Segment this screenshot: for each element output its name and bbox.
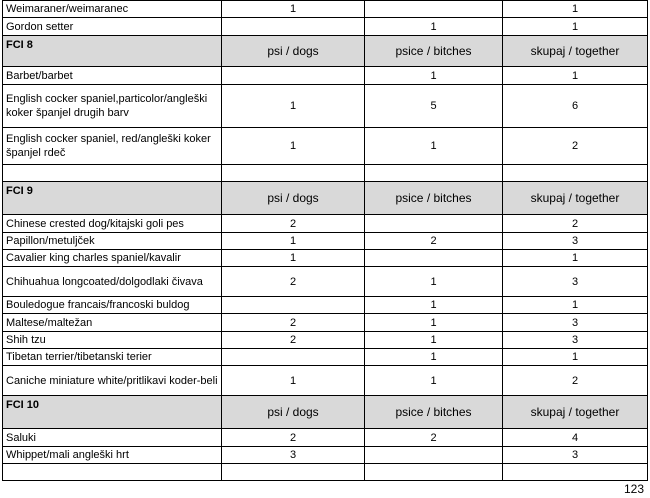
breed-name-cell: Chihuahua longcoated/dolgodlaki čivava [3, 267, 222, 297]
section-header-row [3, 36, 648, 67]
together-count-cell: 3 [503, 314, 648, 332]
together-count-cell: 3 [503, 332, 648, 349]
dogs-count-cell: 1 [222, 1, 365, 18]
bitches-count-cell [365, 464, 503, 481]
table-row [3, 85, 648, 128]
table-row [3, 447, 648, 464]
breed-name-cell: Papillon/metuljček [3, 233, 222, 250]
breed-name-cell [3, 165, 222, 182]
breed-name-cell: Chinese crested dog/kitajski goli pes [3, 215, 222, 233]
dogs-count-cell: 1 [222, 366, 365, 396]
bitches-count-cell [365, 1, 503, 18]
dogs-count-cell [222, 297, 365, 314]
table-row [3, 215, 648, 233]
breed-name-cell: Caniche miniature white/pritlikavi koder-beli [3, 366, 222, 396]
bitches-count-cell [365, 447, 503, 464]
section-header-row [3, 396, 648, 429]
breed-name-cell: Maltese/maltežan [3, 314, 222, 332]
dogs-count-cell [222, 18, 365, 36]
column-header-together: skupaj / together [503, 396, 648, 429]
table-row [3, 267, 648, 297]
section-title: FCI 10 [3, 396, 222, 429]
breed-name-cell: Whippet/mali angleški hrt [3, 447, 222, 464]
dogs-count-cell [222, 165, 365, 182]
column-header-dogs: psi / dogs [222, 36, 365, 67]
together-count-cell: 1 [503, 349, 648, 366]
together-count-cell: 1 [503, 67, 648, 85]
breed-name-cell: English cocker spaniel,particolor/angleški koker španjel drugih barv [3, 85, 222, 128]
together-count-cell [503, 165, 648, 182]
bitches-count-cell: 1 [365, 332, 503, 349]
dogs-count-cell: 2 [222, 314, 365, 332]
together-count-cell: 1 [503, 18, 648, 36]
column-header-bitches: psice / bitches [365, 182, 503, 215]
section-header-row [3, 182, 648, 215]
table-row [3, 314, 648, 332]
together-count-cell: 1 [503, 1, 648, 18]
bitches-count-cell [365, 250, 503, 267]
together-count-cell: 4 [503, 429, 648, 447]
breed-name-cell: Saluki [3, 429, 222, 447]
together-count-cell: 2 [503, 128, 648, 165]
breed-name-cell: Tibetan terrier/tibetanski terier [3, 349, 222, 366]
table-body [3, 1, 648, 481]
spacer-row [3, 165, 648, 182]
table-row [3, 349, 648, 366]
bitches-count-cell: 5 [365, 85, 503, 128]
table-row [3, 250, 648, 267]
together-count-cell [503, 464, 648, 481]
together-count-cell: 3 [503, 233, 648, 250]
column-header-together: skupaj / together [503, 36, 648, 67]
section-title: FCI 8 [3, 36, 222, 67]
dogs-count-cell: 2 [222, 332, 365, 349]
bitches-count-cell: 1 [365, 349, 503, 366]
page-number: 123 [623, 482, 644, 496]
column-header-dogs: psi / dogs [222, 396, 365, 429]
dogs-count-cell: 1 [222, 250, 365, 267]
column-header-bitches: psice / bitches [365, 396, 503, 429]
dogs-count-cell: 2 [222, 215, 365, 233]
together-count-cell: 1 [503, 250, 648, 267]
table-row [3, 297, 648, 314]
bitches-count-cell: 1 [365, 314, 503, 332]
dogs-count-cell [222, 67, 365, 85]
breed-name-cell: English cocker spaniel, red/angleški koker španjel rdeč [3, 128, 222, 165]
table-row [3, 233, 648, 250]
breed-name-cell: Cavalier king charles spaniel/kavalir [3, 250, 222, 267]
together-count-cell: 6 [503, 85, 648, 128]
table-row [3, 366, 648, 396]
together-count-cell: 2 [503, 215, 648, 233]
breed-name-cell: Weimaraner/weimaranec [3, 1, 222, 18]
dogs-count-cell: 1 [222, 128, 365, 165]
bitches-count-cell [365, 165, 503, 182]
column-header-dogs: psi / dogs [222, 182, 365, 215]
spacer-row [3, 464, 648, 481]
dogs-count-cell: 1 [222, 233, 365, 250]
dogs-count-cell: 2 [222, 429, 365, 447]
breed-name-cell: Barbet/barbet [3, 67, 222, 85]
dogs-count-cell: 2 [222, 267, 365, 297]
bitches-count-cell: 1 [365, 366, 503, 396]
dogs-count-cell [222, 464, 365, 481]
dogs-count-cell: 3 [222, 447, 365, 464]
table-row [3, 128, 648, 165]
bitches-count-cell [365, 215, 503, 233]
table-row [3, 429, 648, 447]
together-count-cell: 3 [503, 267, 648, 297]
breed-name-cell: Gordon setter [3, 18, 222, 36]
bitches-count-cell: 1 [365, 128, 503, 165]
column-header-together: skupaj / together [503, 182, 648, 215]
table-row [3, 332, 648, 349]
together-count-cell: 2 [503, 366, 648, 396]
bitches-count-cell: 1 [365, 67, 503, 85]
dogs-count-cell [222, 349, 365, 366]
dogs-count-cell: 1 [222, 85, 365, 128]
breed-name-cell: Shih tzu [3, 332, 222, 349]
bitches-count-cell: 1 [365, 267, 503, 297]
column-header-bitches: psice / bitches [365, 36, 503, 67]
together-count-cell: 1 [503, 297, 648, 314]
bitches-count-cell: 2 [365, 429, 503, 447]
bitches-count-cell: 1 [365, 297, 503, 314]
table-row [3, 67, 648, 85]
table-row [3, 18, 648, 36]
bitches-count-cell: 1 [365, 18, 503, 36]
table-row [3, 1, 648, 18]
breed-name-cell: Bouledogue francais/francoski buldog [3, 297, 222, 314]
section-title: FCI 9 [3, 182, 222, 215]
breed-name-cell [3, 464, 222, 481]
bitches-count-cell: 2 [365, 233, 503, 250]
breed-results-table [2, 0, 648, 481]
together-count-cell: 3 [503, 447, 648, 464]
